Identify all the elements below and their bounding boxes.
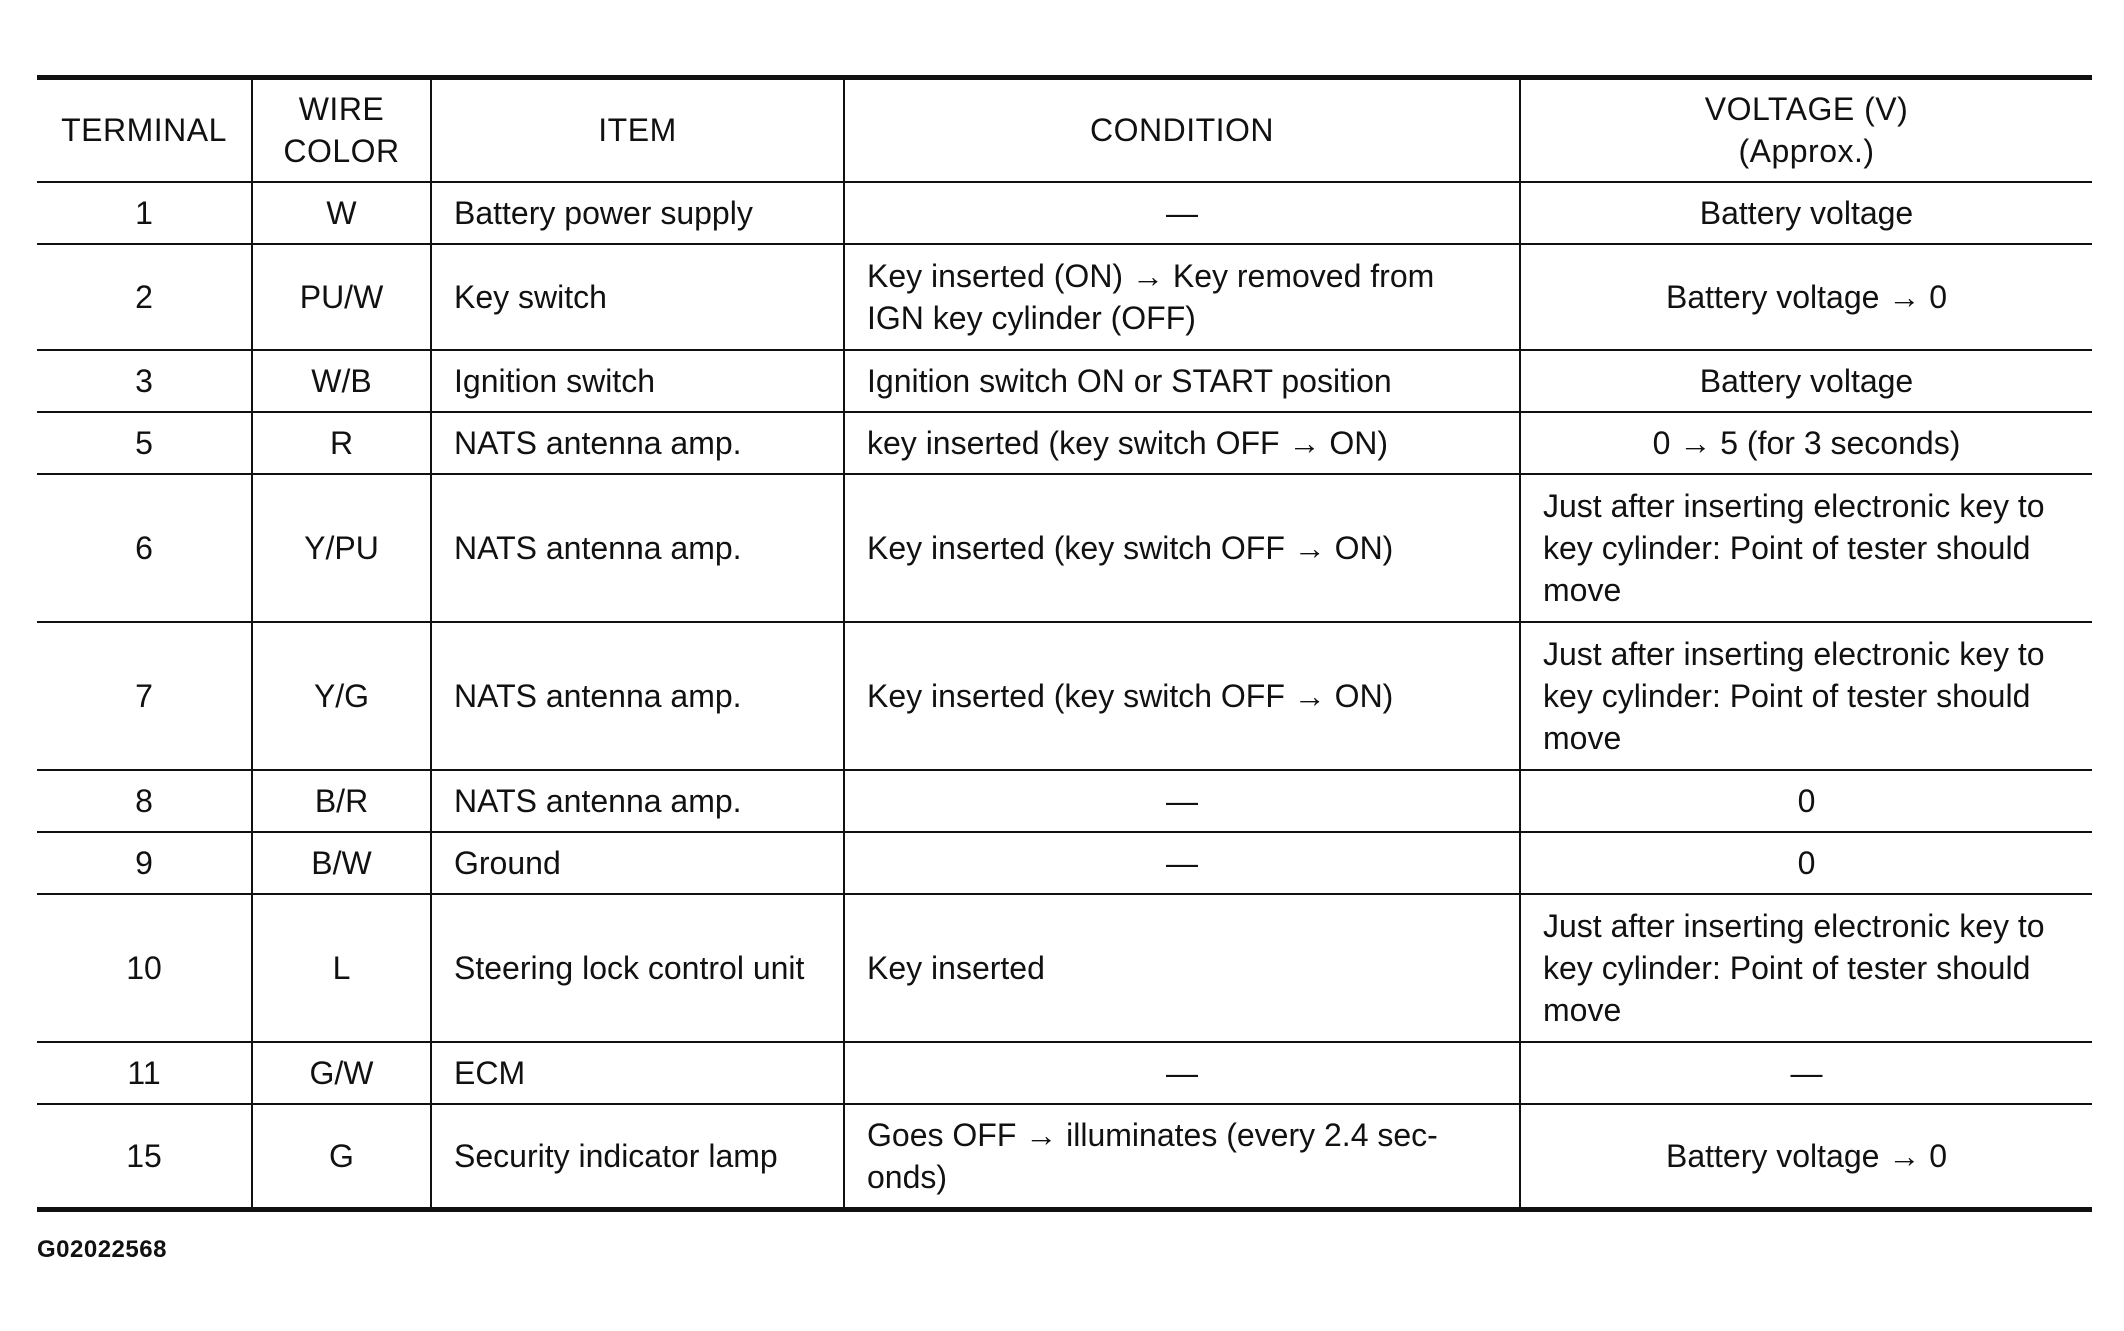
cell-wire-color: Y/PU	[252, 474, 431, 622]
cell-voltage: Just after inserting electronic key to key cylinder: Point of tester should move	[1520, 894, 2092, 1042]
cell-wire-color: W	[252, 182, 431, 244]
cell-item: Security indicator lamp	[431, 1104, 844, 1210]
cell-condition: Key inserted (key switch OFF → ON)	[844, 622, 1520, 770]
terminal-spec-sheet	[37, 75, 2092, 1212]
cell-voltage: 0	[1520, 832, 2092, 894]
cell-condition: Key inserted	[844, 894, 1520, 1042]
cell-wire-color: B/R	[252, 770, 431, 832]
cell-wire-color: L	[252, 894, 431, 1042]
cell-item: Steering lock control unit	[431, 894, 844, 1042]
header-terminal: TERMINAL	[37, 78, 252, 182]
cell-condition: Key inserted (ON) → Key removed from IGN key cylinder (OFF)	[844, 244, 1520, 350]
cell-item: Ignition switch	[431, 350, 844, 412]
cell-voltage: Battery voltage	[1520, 350, 2092, 412]
header-wire-color-line2: COLOR	[283, 133, 400, 170]
cell-item: ECM	[431, 1042, 844, 1104]
cell-item: NATS antenna amp.	[431, 770, 844, 832]
cell-terminal: 15	[37, 1104, 252, 1210]
table-row	[37, 1042, 2092, 1104]
header-voltage-line1: VOLTAGE (V)	[1704, 91, 1909, 128]
cell-wire-color: G/W	[252, 1042, 431, 1104]
cell-condition: key inserted (key switch OFF → ON)	[844, 412, 1520, 474]
cell-terminal: 6	[37, 474, 252, 622]
cell-wire-color: G	[252, 1104, 431, 1210]
header-wire-color-line1: WIRE	[298, 91, 385, 128]
cell-condition: —	[844, 770, 1520, 832]
cell-terminal: 5	[37, 412, 252, 474]
cell-item: Key switch	[431, 244, 844, 350]
cell-item: NATS antenna amp.	[431, 474, 844, 622]
cell-condition: Goes OFF → illuminates (every 2.4 sec-onds)	[844, 1104, 1520, 1210]
cell-condition: —	[844, 832, 1520, 894]
cell-terminal: 10	[37, 894, 252, 1042]
table-row	[37, 894, 2092, 1042]
cell-condition: —	[844, 182, 1520, 244]
cell-condition: Key inserted (key switch OFF → ON)	[844, 474, 1520, 622]
cell-voltage: —	[1520, 1042, 2092, 1104]
cell-terminal: 7	[37, 622, 252, 770]
cell-voltage: Just after inserting electronic key to key cylinder: Point of tester should move	[1520, 622, 2092, 770]
table-row	[37, 770, 2092, 832]
table-body	[37, 182, 2092, 1210]
table-row	[37, 412, 2092, 474]
cell-terminal: 8	[37, 770, 252, 832]
cell-terminal: 9	[37, 832, 252, 894]
cell-wire-color: Y/G	[252, 622, 431, 770]
cell-terminal: 1	[37, 182, 252, 244]
header-item: ITEM	[431, 78, 844, 182]
cell-voltage: 0	[1520, 770, 2092, 832]
table-row	[37, 832, 2092, 894]
header-wire-color	[252, 78, 431, 182]
cell-voltage: Battery voltage	[1520, 182, 2092, 244]
header-voltage	[1520, 78, 2092, 182]
cell-wire-color: W/B	[252, 350, 431, 412]
cell-terminal: 11	[37, 1042, 252, 1104]
cell-voltage: Battery voltage → 0	[1520, 244, 2092, 350]
table-row	[37, 244, 2092, 350]
figure-code: G02022568	[37, 1236, 167, 1263]
header-voltage-line2: (Approx.)	[1738, 133, 1875, 170]
cell-item: Ground	[431, 832, 844, 894]
cell-item: NATS antenna amp.	[431, 412, 844, 474]
header-row	[37, 78, 2092, 182]
cell-wire-color: B/W	[252, 832, 431, 894]
header-condition: CONDITION	[844, 78, 1520, 182]
cell-item: Battery power supply	[431, 182, 844, 244]
table-row	[37, 1104, 2092, 1210]
cell-wire-color: PU/W	[252, 244, 431, 350]
table-row	[37, 350, 2092, 412]
cell-voltage: Just after inserting electronic key to key cylinder: Point of tester should move	[1520, 474, 2092, 622]
cell-voltage: 0 → 5 (for 3 seconds)	[1520, 412, 2092, 474]
cell-condition: Ignition switch ON or START position	[844, 350, 1520, 412]
terminal-voltage-table	[37, 75, 2092, 1212]
table-row	[37, 622, 2092, 770]
cell-voltage: Battery voltage → 0	[1520, 1104, 2092, 1210]
cell-wire-color: R	[252, 412, 431, 474]
cell-condition: —	[844, 1042, 1520, 1104]
table-row	[37, 474, 2092, 622]
cell-terminal: 3	[37, 350, 252, 412]
table-row	[37, 182, 2092, 244]
cell-item: NATS antenna amp.	[431, 622, 844, 770]
table-header	[37, 78, 2092, 182]
cell-terminal: 2	[37, 244, 252, 350]
